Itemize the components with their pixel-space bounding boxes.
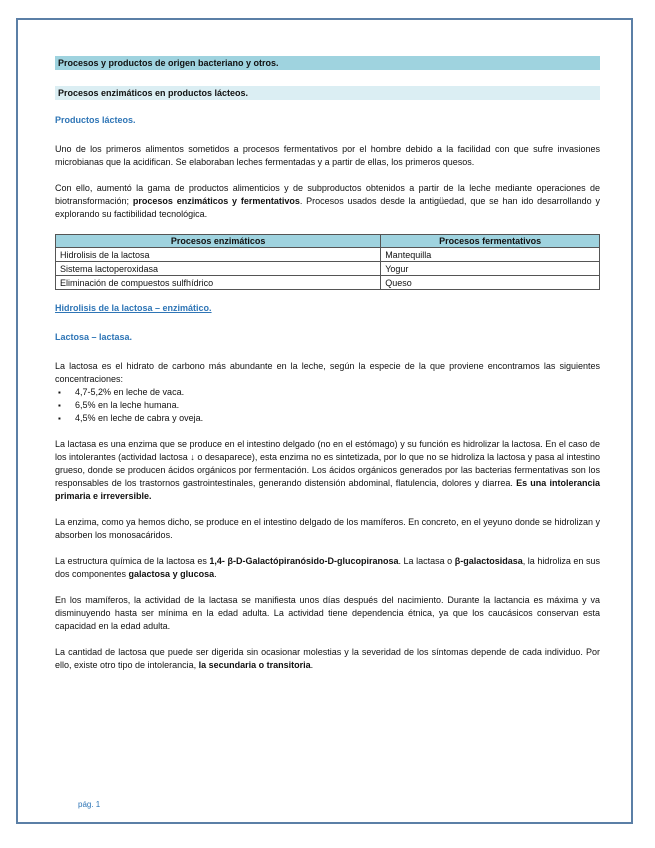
bold-phrase: la secundaria o transitoria (198, 660, 311, 670)
subsection-title-productos-lacteos: Productos lácteos. (55, 115, 136, 125)
concentration-list (55, 386, 600, 425)
page-number: pág. 1 (78, 800, 101, 809)
table-row (56, 276, 600, 290)
table-row (56, 262, 600, 276)
arrow-down-icon: ↓ (190, 452, 195, 462)
paragraph-enzyme: La lactasa es una enzima que se produce en el intestino delgado (no en el estómago) y su función es hidrolizar la lactosa. En el caso de los intolerantes (actividad lactosa ↓ o desaparece), esta enzima no es sintetizada, por lo que no se hidroliza la lactosa y pasa al intestino grueso, donde se producen ácidos orgánicos por fermentación. Los ácidos orgánicos generados por las bacterias fermentativas son los responsables de los trastornos gastrointestinales, generando distensión abdominal, flatulencia, dolores y diarrea. Es una intolerancia primaria e irreversible. (55, 439, 600, 501)
paragraph-concentrations: La lactosa es el hidrato de carbono más abundante en la leche, según la especie de la que proviene encontramos las siguientes concentraciones: (55, 361, 600, 384)
table-cell: Queso (381, 276, 600, 290)
paragraph-intro: Uno de los primeros alimentos sometidos a procesos fermentativos por el hombre debido a la facilidad con que sufre invasiones microbianas que la acidifican. Se elaboraban leches fermentadas y a partir de ellas, los primeros quesos. (55, 144, 600, 167)
subsection-title-lactosa-lactasa: Lactosa – lactasa. (55, 332, 133, 342)
bold-phrase: Es una intolerancia primaria e irreversible. (55, 478, 600, 501)
table-row (56, 248, 600, 262)
list-item: ▪ 4,5% en leche de cabra y oveja. (55, 412, 600, 425)
paragraph-site: La enzima, como ya hemos dicho, se produce en el intestino delgado de los mamíferos. En concreto, en el yeyuno donde se hidrolizan y absorben los monosacáridos. (55, 517, 600, 540)
list-item: ▪ 6,5% en la leche humana. (55, 399, 600, 412)
paragraph-structure: La estructura química de la lactosa es 1,4- β-D-Galactópiranósido-D-glucopiranosa. La lactasa o β-galactosidasa, la hidroliza en sus dos componentes galactosa y glucosa. (55, 556, 600, 579)
table-cell: Hidrolisis de la lactosa (56, 248, 381, 262)
table-cell: Sistema lactoperoxidasa (56, 262, 381, 276)
list-item: ▪ 4,7-5,2% en leche de vaca. (55, 386, 600, 399)
column-header: Procesos fermentativos (381, 235, 600, 248)
paragraph-mammals: En los mamíferos, la actividad de la lactasa se manifiesta unos días después del nacimiento. Durante la lactancia es máxima y va disminuyendo hasta ser mínima en la edad adulta. La actividad tiene dependencia étnica, ya que los caucásicos conservan esta capacidad en la edad adulta. (55, 595, 600, 631)
chapter-heading: Procesos y productos de origen bacteriano y otros. (55, 56, 600, 70)
paragraph-amount: La cantidad de lactosa que puede ser digerida sin ocasionar molestias y la severidad de los síntomas depende de cada individuo. Por ello, existe otro tipo de intolerancia, la secundaria o transitoria. (55, 647, 600, 670)
bold-phrase: galactosa y glucosa (128, 569, 215, 579)
subsection-title-hidrolisis: Hidrolisis de la lactosa – enzimático. (55, 303, 212, 313)
table-cell: Mantequilla (381, 248, 600, 262)
bold-phrase: 1,4- β-D-Galactópiranósido-D-glucopiranosa (209, 556, 399, 566)
table-cell: Yogur (381, 262, 600, 276)
processes-table (55, 234, 600, 290)
table-header-row (56, 235, 600, 248)
table-cell: Eliminación de compuestos sulfhídrico (56, 276, 381, 290)
paragraph-biotransformation: Con ello, aumentó la gama de productos alimenticios y de subproductos obtenidos a partir de la leche mediante operaciones de biotransformación; procesos enzimáticos y fermentativos. Procesos usados desde la antigüedad, que se han ido desarrollando y explorando su factibilidad tecnológica. (55, 183, 600, 219)
document-body (55, 56, 600, 685)
column-header: Procesos enzimáticos (56, 235, 381, 248)
section-heading: Procesos enzimáticos en productos lácteos. (55, 86, 600, 100)
bold-phrase: β-galactosidasa (454, 556, 523, 566)
bold-phrase: procesos enzimáticos y fermentativos (132, 196, 300, 206)
